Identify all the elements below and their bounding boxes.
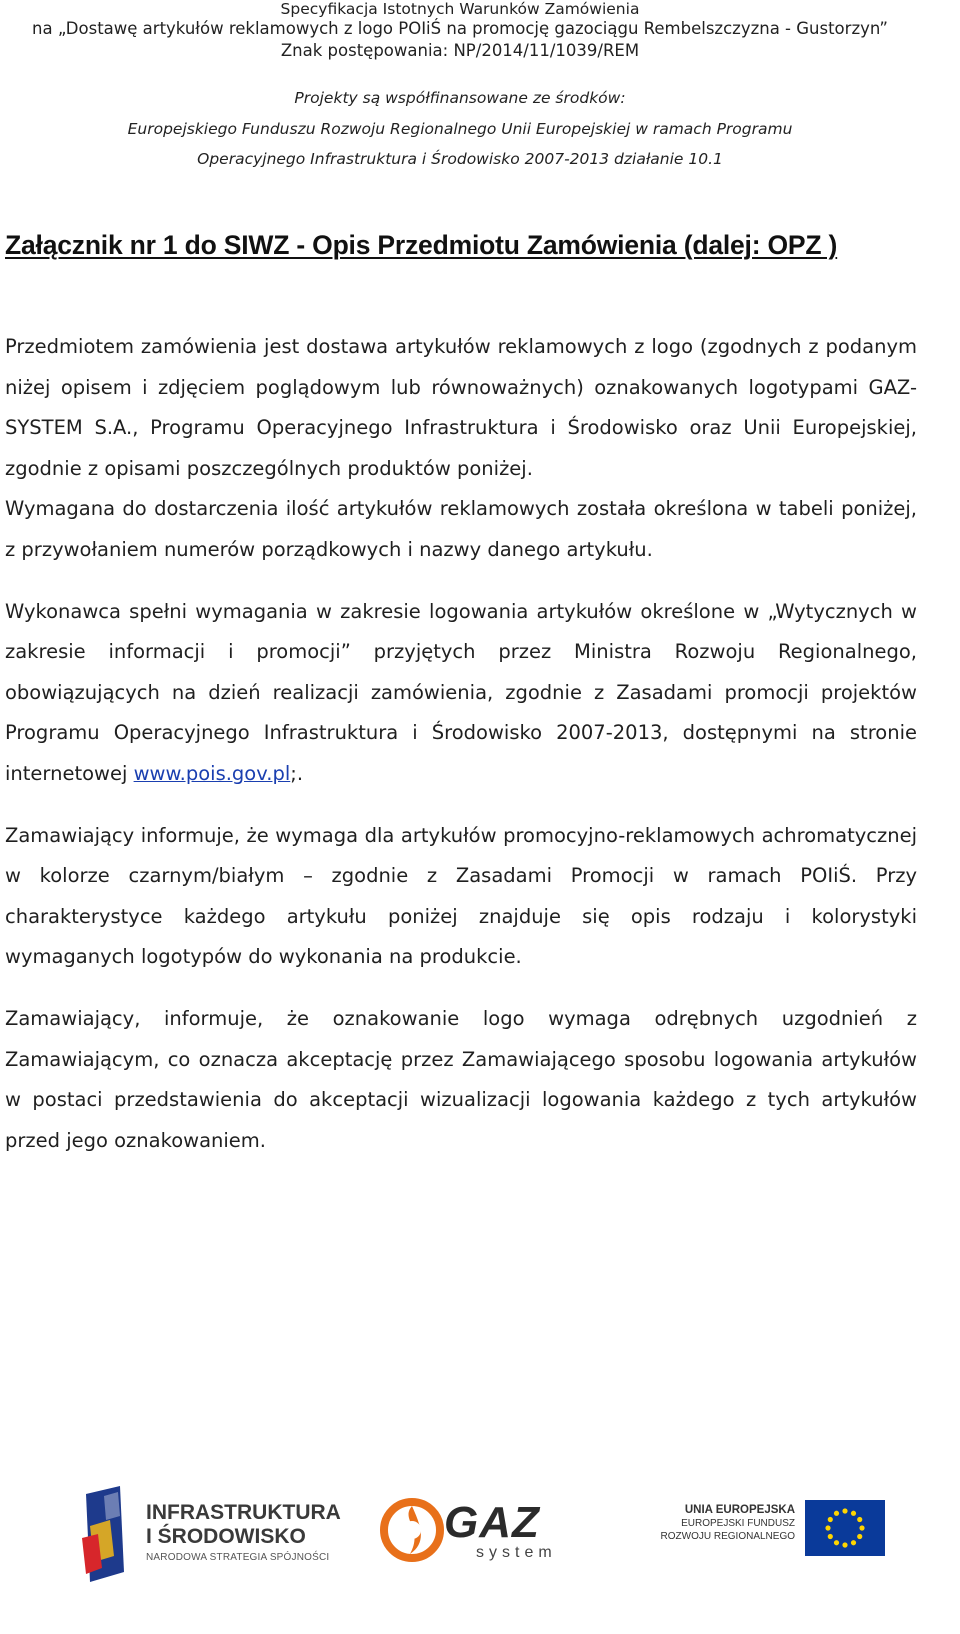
- paragraph-scope: Przedmiotem zamówienia jest dostawa artykułów reklamowych z logo (zgodnych z podanym niżej opisem i zdjęciem poglądowym lub równoważnych) oznakowanych logotypami GAZ-SYSTEM S.A., Programu Operacyjnego Infrastruktura i Środowisko oraz Unii Europejskiej, zgodnie z opisami poszczególnych produktów poniżej.: [5, 335, 917, 480]
- logo-ue-line-2: EUROPEJSKI FUNDUSZ: [681, 1518, 795, 1529]
- logo-gaz-word: GAZ: [444, 1498, 540, 1547]
- header-title: Specyfikacja Istotnych Warunków Zamówienia: [280, 0, 640, 18]
- header-reference: Znak postępowania: NP/2014/11/1039/REM: [280, 41, 640, 60]
- logo-ue-line-1: UNIA EUROPEJSKA: [684, 1504, 795, 1516]
- logo-is-line-2: I ŚRODOWISKO: [146, 1525, 306, 1548]
- logo-is-line-1: INFRASTRUKTURA: [146, 1501, 341, 1524]
- infrastruktura-srodowisko-logo: [80, 1486, 341, 1586]
- cofinancing-line-1: Projekty są współfinansowane ze środków:: [294, 89, 626, 107]
- logo-gaz-sub: system: [476, 1544, 557, 1561]
- document-body: [5, 327, 917, 1182]
- paragraph-achromatic: Zamawiający informuje, że wymaga dla artykułów promocyjno-reklamowych achromatycznej w kolorze czarnym/białym – zgodnie z Zasadami Promocji w ramach POIiŚ. Przy charakterystyce każdego artykułu poniżej znajduje się opis rodzaju i kolorystyki wymaganych logotypów do wykonania na produkcie.: [5, 823, 917, 969]
- paragraph-guidelines: [5, 592, 917, 795]
- gaz-system-logo: [380, 1498, 590, 1568]
- eu-logo: [655, 1500, 887, 1560]
- footer-logos: [0, 1480, 960, 1590]
- logo-ue-line-3: ROZWOJU REGIONALNEGO: [660, 1531, 795, 1542]
- is-flag-icon: [80, 1486, 138, 1586]
- paragraph-guidelines-end: ;.: [290, 761, 304, 785]
- pois-website-link[interactable]: www.pois.gov.pl: [133, 761, 291, 785]
- logo-is-line-3: NARODOWA STRATEGIA SPÓJNOŚCI: [146, 1552, 330, 1563]
- page-title: Załącznik nr 1 do SIWZ - Opis Przedmiotu Zamówienia (dalej: OPZ ): [5, 230, 838, 260]
- logo-ue-text: [655, 1504, 795, 1543]
- gaz-flame-icon: [380, 1498, 444, 1562]
- eu-flag-icon: [805, 1500, 885, 1556]
- header-subject: na „Dostawę artykułów reklamowych z logo POIiŚ na promocję gazociągu Rembelszczyzna - Gustorzyn”: [32, 19, 888, 38]
- cofinancing-line-2: Europejskiego Funduszu Rozwoju Regionalnego Unii Europejskiej w ramach Programu: [127, 119, 793, 138]
- paragraph-approval: Zamawiający, informuje, że oznakowanie logo wymaga odrębnych uzgodnień z Zamawiającym, co oznacza akceptację przez Zamawiającego sposobu logowania artykułów w postaci przedstawienia do akceptacji wizualizacji logowania każdego z tych artykułów przed jego oznakowaniem.: [5, 1006, 917, 1152]
- document-header: [0, 0, 920, 175]
- cofinancing-line-3: Operacyjnego Infrastruktura i Środowisko 2007-2013 działanie 10.1: [197, 150, 723, 168]
- paragraph-guidelines-text: Wykonawca spełni wymagania w zakresie logowania artykułów określone w „Wytycznych w zakresie informacji i promocji” przyjętych przez Ministra Rozwoju Regionalnego, obowiązujących na dzień realizacji zamówienia, zgodnie z Zasadami promocji projektów Programu Operacyjnego Infrastruktura i Środowisko 2007-2013, dostępnymi na stronie internetowej: [5, 599, 917, 785]
- paragraph-quantity: Wymagana do dostarczenia ilość artykułów reklamowych została określona w tabeli poniżej, z przywołaniem numerów porządkowych i nazwy danego artykułu.: [5, 497, 917, 561]
